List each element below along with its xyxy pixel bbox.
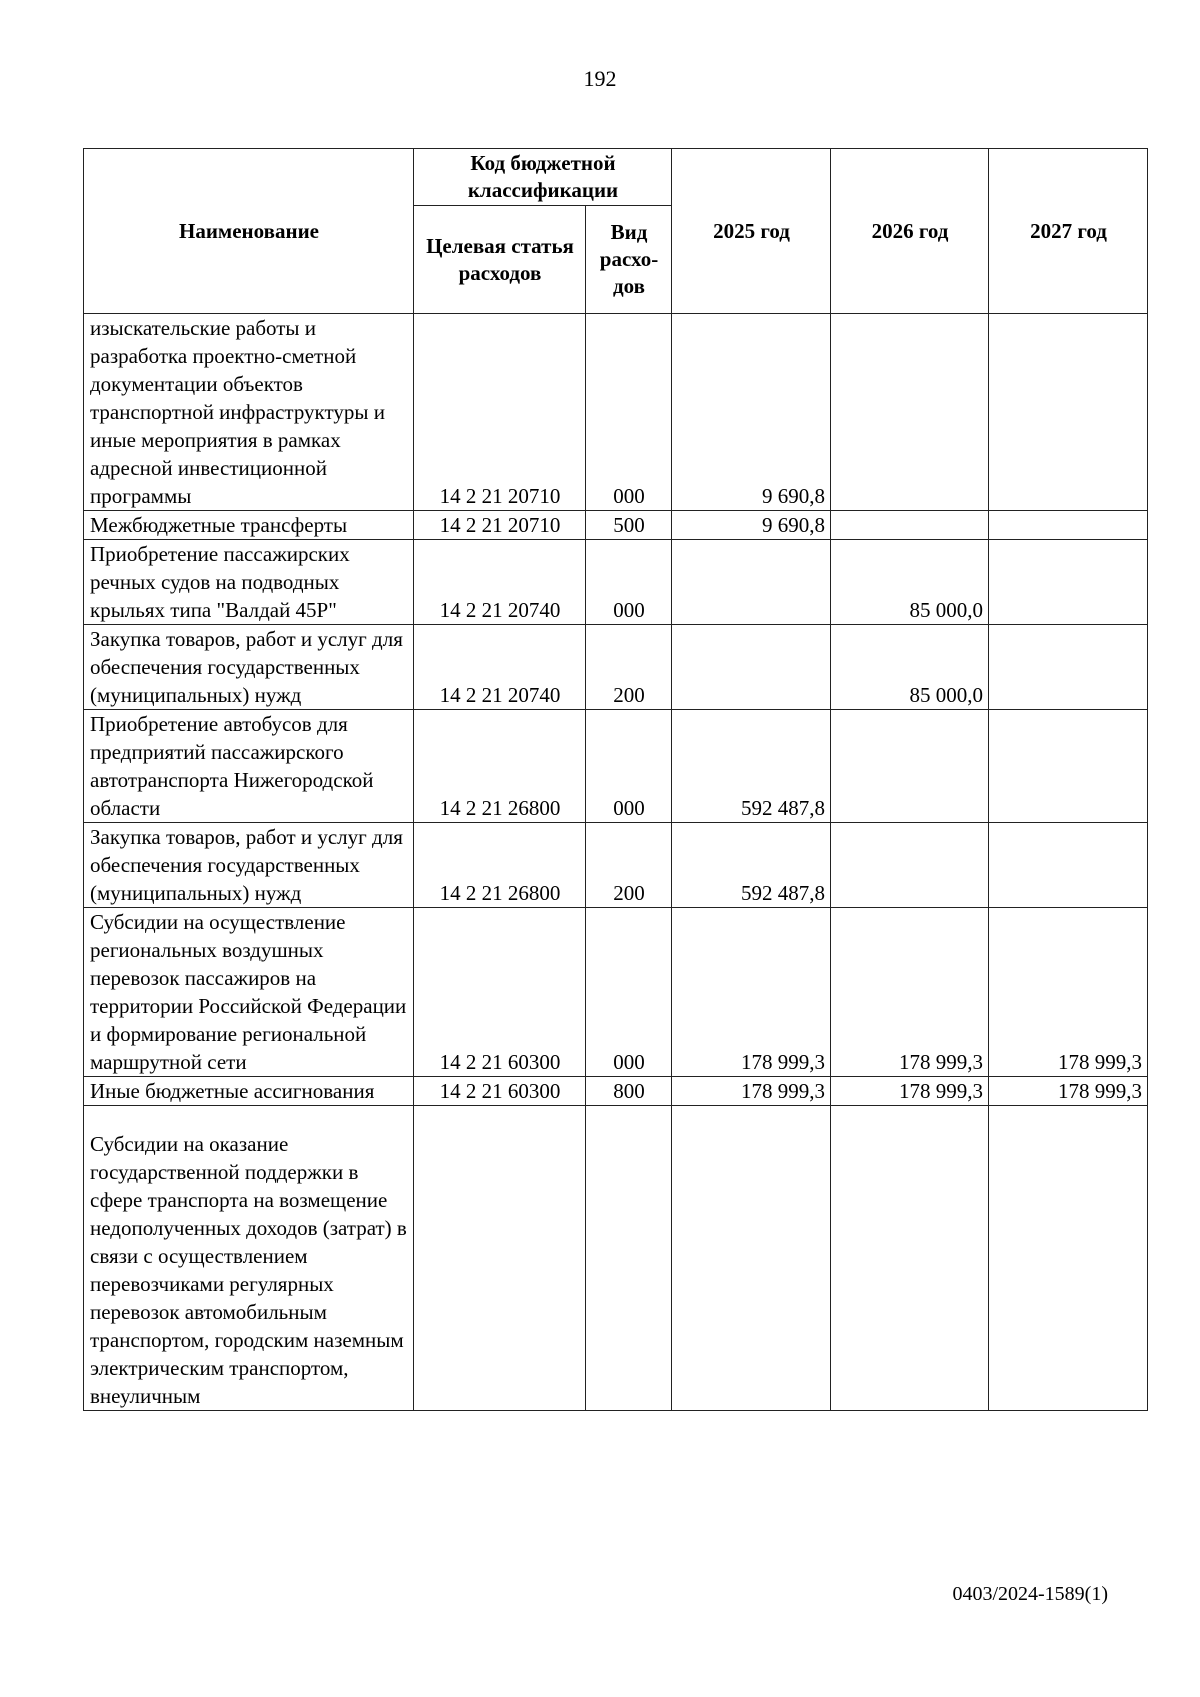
header-row [84, 149, 1148, 206]
row-2026 [831, 823, 989, 908]
row-2025: 592 487,8 [672, 710, 831, 823]
row-2026 [831, 511, 989, 540]
row-2025: 9 690,8 [672, 314, 831, 511]
row-name: Субсидии на оказание государственной поддержки в сфере транспорта на возмещение недополученных доходов (затрат) в связи с осуществлением перевозчиками регулярных перевозок автомобильным транспортом, городским наземным электрическим транспортом, внеуличным [84, 1106, 414, 1411]
row-name: Иные бюджетные ассигнования [84, 1077, 414, 1106]
table-row [84, 1077, 1148, 1106]
row-2025 [672, 540, 831, 625]
row-code: 14 2 21 20740 [414, 540, 586, 625]
budget-table [83, 148, 1148, 1411]
header-2027: 2027 год [989, 149, 1148, 314]
header-name: Наименование [84, 149, 414, 314]
row-2027 [989, 710, 1148, 823]
row-code: 14 2 21 26800 [414, 710, 586, 823]
row-2025: 178 999,3 [672, 1077, 831, 1106]
row-code: 14 2 21 60300 [414, 908, 586, 1077]
row-2025: 178 999,3 [672, 908, 831, 1077]
row-2027: 178 999,3 [989, 1077, 1148, 1106]
row-type: 000 [586, 710, 672, 823]
row-type: 200 [586, 625, 672, 710]
row-2026: 178 999,3 [831, 1077, 989, 1106]
row-2027: 178 999,3 [989, 908, 1148, 1077]
row-type: 000 [586, 540, 672, 625]
row-type: 500 [586, 511, 672, 540]
row-2026 [831, 1106, 989, 1411]
row-2026: 178 999,3 [831, 908, 989, 1077]
document-code: 0403/2024-1589(1) [952, 1583, 1108, 1605]
row-name: Приобретение автобусов для предприятий пассажирского автотранспорта Нижегородской области [84, 710, 414, 823]
table-row [84, 540, 1148, 625]
row-type: 000 [586, 314, 672, 511]
row-code: 14 2 21 20740 [414, 625, 586, 710]
row-code: 14 2 21 20710 [414, 314, 586, 511]
table-row [84, 1106, 1148, 1411]
row-name: Приобретение пассажирских речных судов на подводных крыльях типа "Валдай 45Р" [84, 540, 414, 625]
header-code-group: Код бюджетной классификации [414, 149, 672, 206]
table-row [84, 823, 1148, 908]
row-name: Закупка товаров, работ и услуг для обеспечения государственных (муниципальных) нужд [84, 625, 414, 710]
row-code: 14 2 21 26800 [414, 823, 586, 908]
header-expense-type: Вид расхо-дов [586, 206, 672, 314]
row-2027 [989, 511, 1148, 540]
row-2027 [989, 823, 1148, 908]
row-type: 200 [586, 823, 672, 908]
row-code: 14 2 21 60300 [414, 1077, 586, 1106]
row-2027 [989, 314, 1148, 511]
table-row [84, 511, 1148, 540]
row-2026: 85 000,0 [831, 540, 989, 625]
row-2027 [989, 625, 1148, 710]
row-2025 [672, 625, 831, 710]
row-2026 [831, 314, 989, 511]
row-2025 [672, 1106, 831, 1411]
row-2025: 9 690,8 [672, 511, 831, 540]
row-name: Межбюджетные трансферты [84, 511, 414, 540]
header-target-article: Целевая статья расходов [414, 206, 586, 314]
row-code: 14 2 21 20710 [414, 511, 586, 540]
table-row [84, 625, 1148, 710]
row-name: Закупка товаров, работ и услуг для обеспечения государственных (муниципальных) нужд [84, 823, 414, 908]
row-type [586, 1106, 672, 1411]
page-number: 192 [583, 66, 617, 91]
row-2026 [831, 710, 989, 823]
table-row [84, 710, 1148, 823]
row-2025: 592 487,8 [672, 823, 831, 908]
row-code [414, 1106, 586, 1411]
row-2027 [989, 540, 1148, 625]
table-row [84, 908, 1148, 1077]
row-type: 800 [586, 1077, 672, 1106]
row-2026: 85 000,0 [831, 625, 989, 710]
row-2027 [989, 1106, 1148, 1411]
header-2026: 2026 год [831, 149, 989, 314]
header-2025: 2025 год [672, 149, 831, 314]
row-name: изыскательские работы и разработка проектно-сметной документации объектов транспортной инфраструктуры и иные мероприятия в рамках адресной инвестиционной программы [84, 314, 414, 511]
table-row [84, 314, 1148, 511]
row-name: Субсидии на осуществление региональных воздушных перевозок пассажиров на территории Российской Федерации и формирование региональной маршрутной сети [84, 908, 414, 1077]
row-type: 000 [586, 908, 672, 1077]
